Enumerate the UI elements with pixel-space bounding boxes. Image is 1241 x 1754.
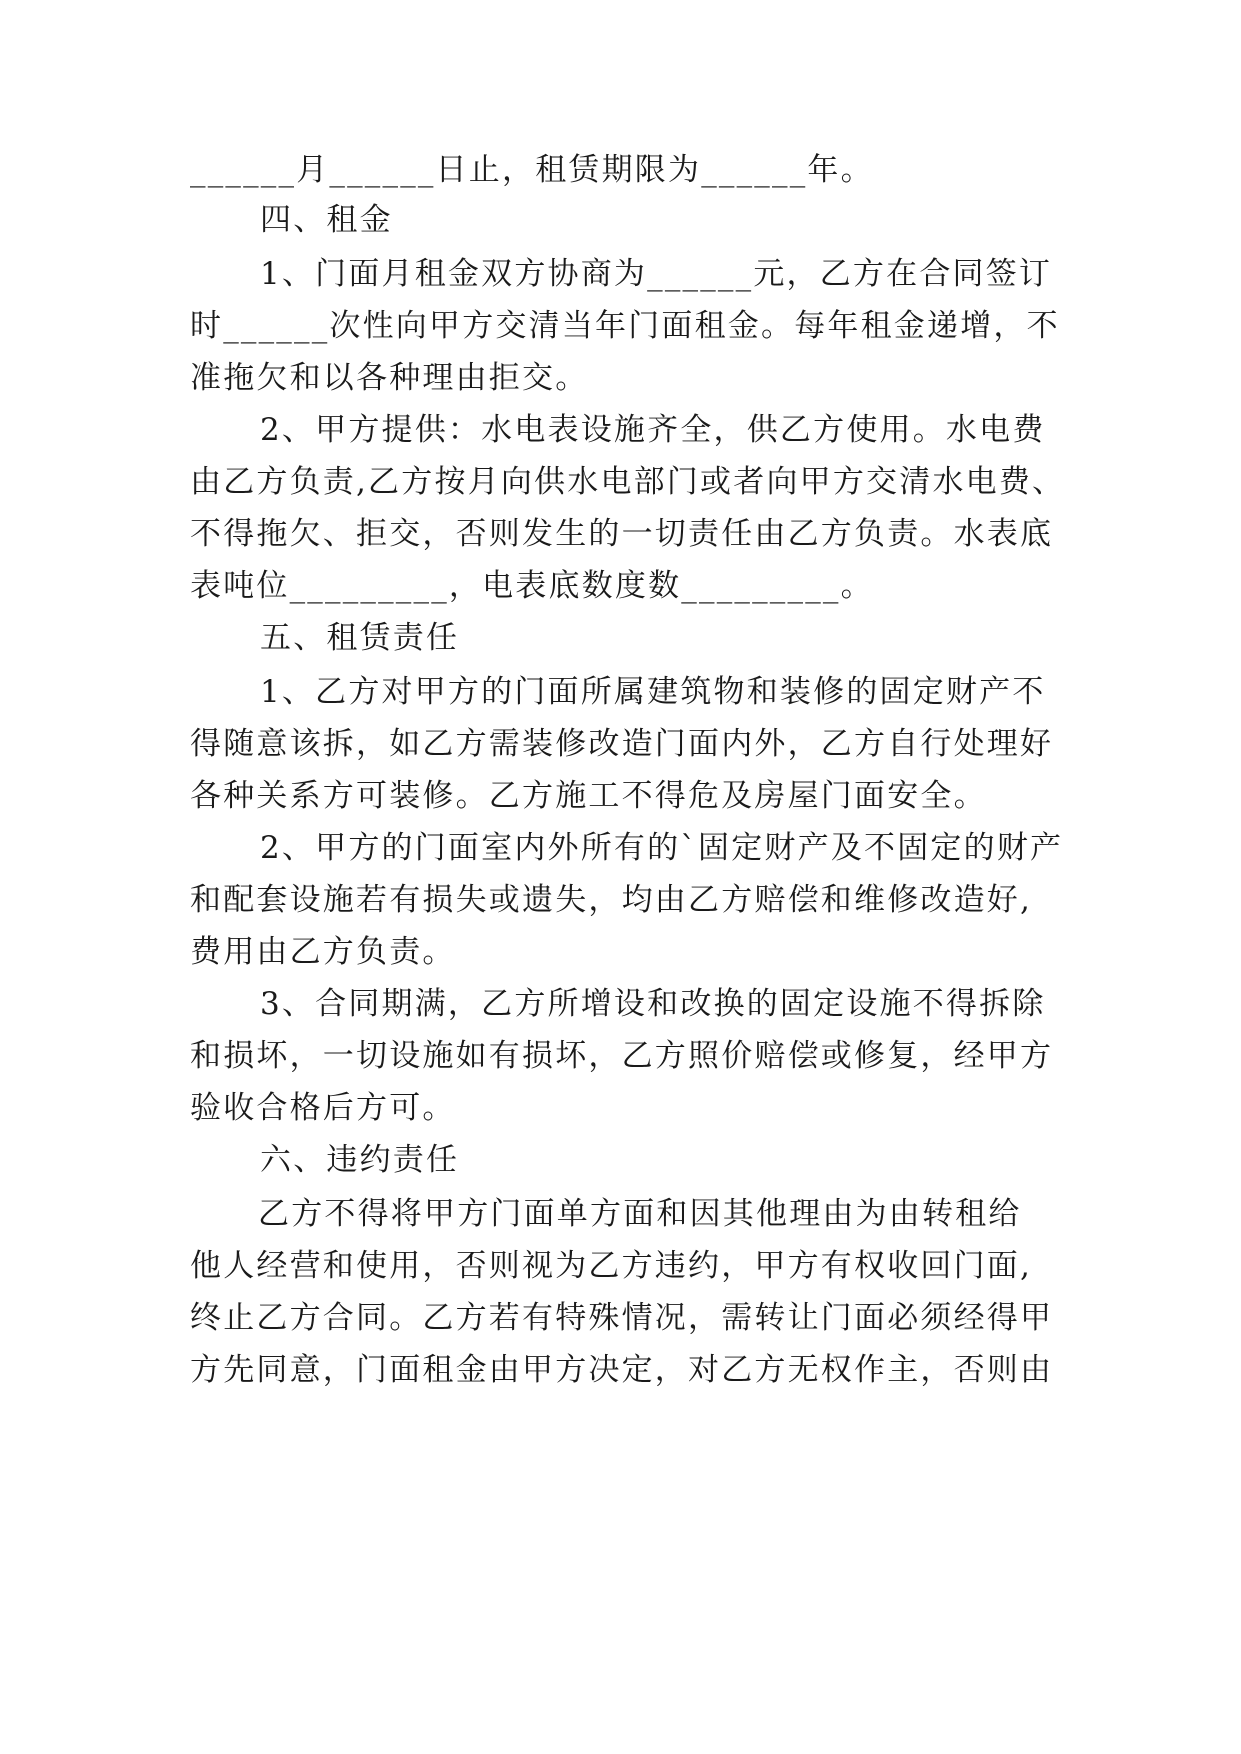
text-line: 和配套设施若有损失或遗失，均由乙方赔偿和维修改造好, <box>190 882 1033 918</box>
section-heading-rent: 四、租金 <box>260 202 393 238</box>
text-line: 方先同意，门面租金由甲方决定，对乙方无权作主，否则由 <box>190 1352 1054 1388</box>
text-line: 不得拖欠、拒交，否则发生的一切责任由乙方负责。水表底 <box>190 516 1054 552</box>
text-line: 乙方不得将甲方门面单方面和因其他理由为由转租给 <box>258 1196 1022 1232</box>
text-line: 3、合同期满，乙方所增设和改换的固定设施不得拆除 <box>260 986 1046 1022</box>
text-line: 验收合格后方可。 <box>190 1090 456 1126</box>
text-line: 2、甲方提供：水电表设施齐全，供乙方使用。水电费 <box>260 412 1046 448</box>
text-line: 终止乙方合同。乙方若有特殊情况，需转让门面必须经得甲 <box>190 1300 1054 1336</box>
text-line: 各种关系方可装修。乙方施工不得危及房屋门面安全。 <box>190 778 987 814</box>
section-heading-liability: 五、租赁责任 <box>260 620 460 656</box>
text-line: 准拖欠和以各种理由拒交。 <box>190 360 589 396</box>
text-line: 1、乙方对甲方的门面所属建筑物和装修的固定财产不 <box>260 674 1046 710</box>
text-line: 费用由乙方负责。 <box>190 934 456 970</box>
text-line: 他人经营和使用，否则视为乙方违约，甲方有权收回门面, <box>190 1248 1033 1284</box>
text-line: 表吨位_________，电表底数度数_________。 <box>190 568 874 604</box>
text-line: 由乙方负责,乙方按月向供水电部门或者向甲方交清水电费、 <box>190 464 1066 500</box>
text-line: ______月______日止，租赁期限为______年。 <box>190 152 874 188</box>
text-line: 得随意该拆，如乙方需装修改造门面内外，乙方自行处理好 <box>190 726 1054 762</box>
text-line: 2、甲方的门面室内外所有的`固定财产及不固定的财产 <box>260 830 1064 866</box>
text-line: 和损坏，一切设施如有损坏，乙方照价赔偿或修复，经甲方 <box>190 1038 1054 1074</box>
text-line: 时______次性向甲方交清当年门面租金。每年租金递增，不 <box>190 308 1060 344</box>
section-heading-breach: 六、违约责任 <box>260 1142 460 1178</box>
text-line: 1、门面月租金双方协商为______元，乙方在合同签订 <box>260 256 1053 292</box>
